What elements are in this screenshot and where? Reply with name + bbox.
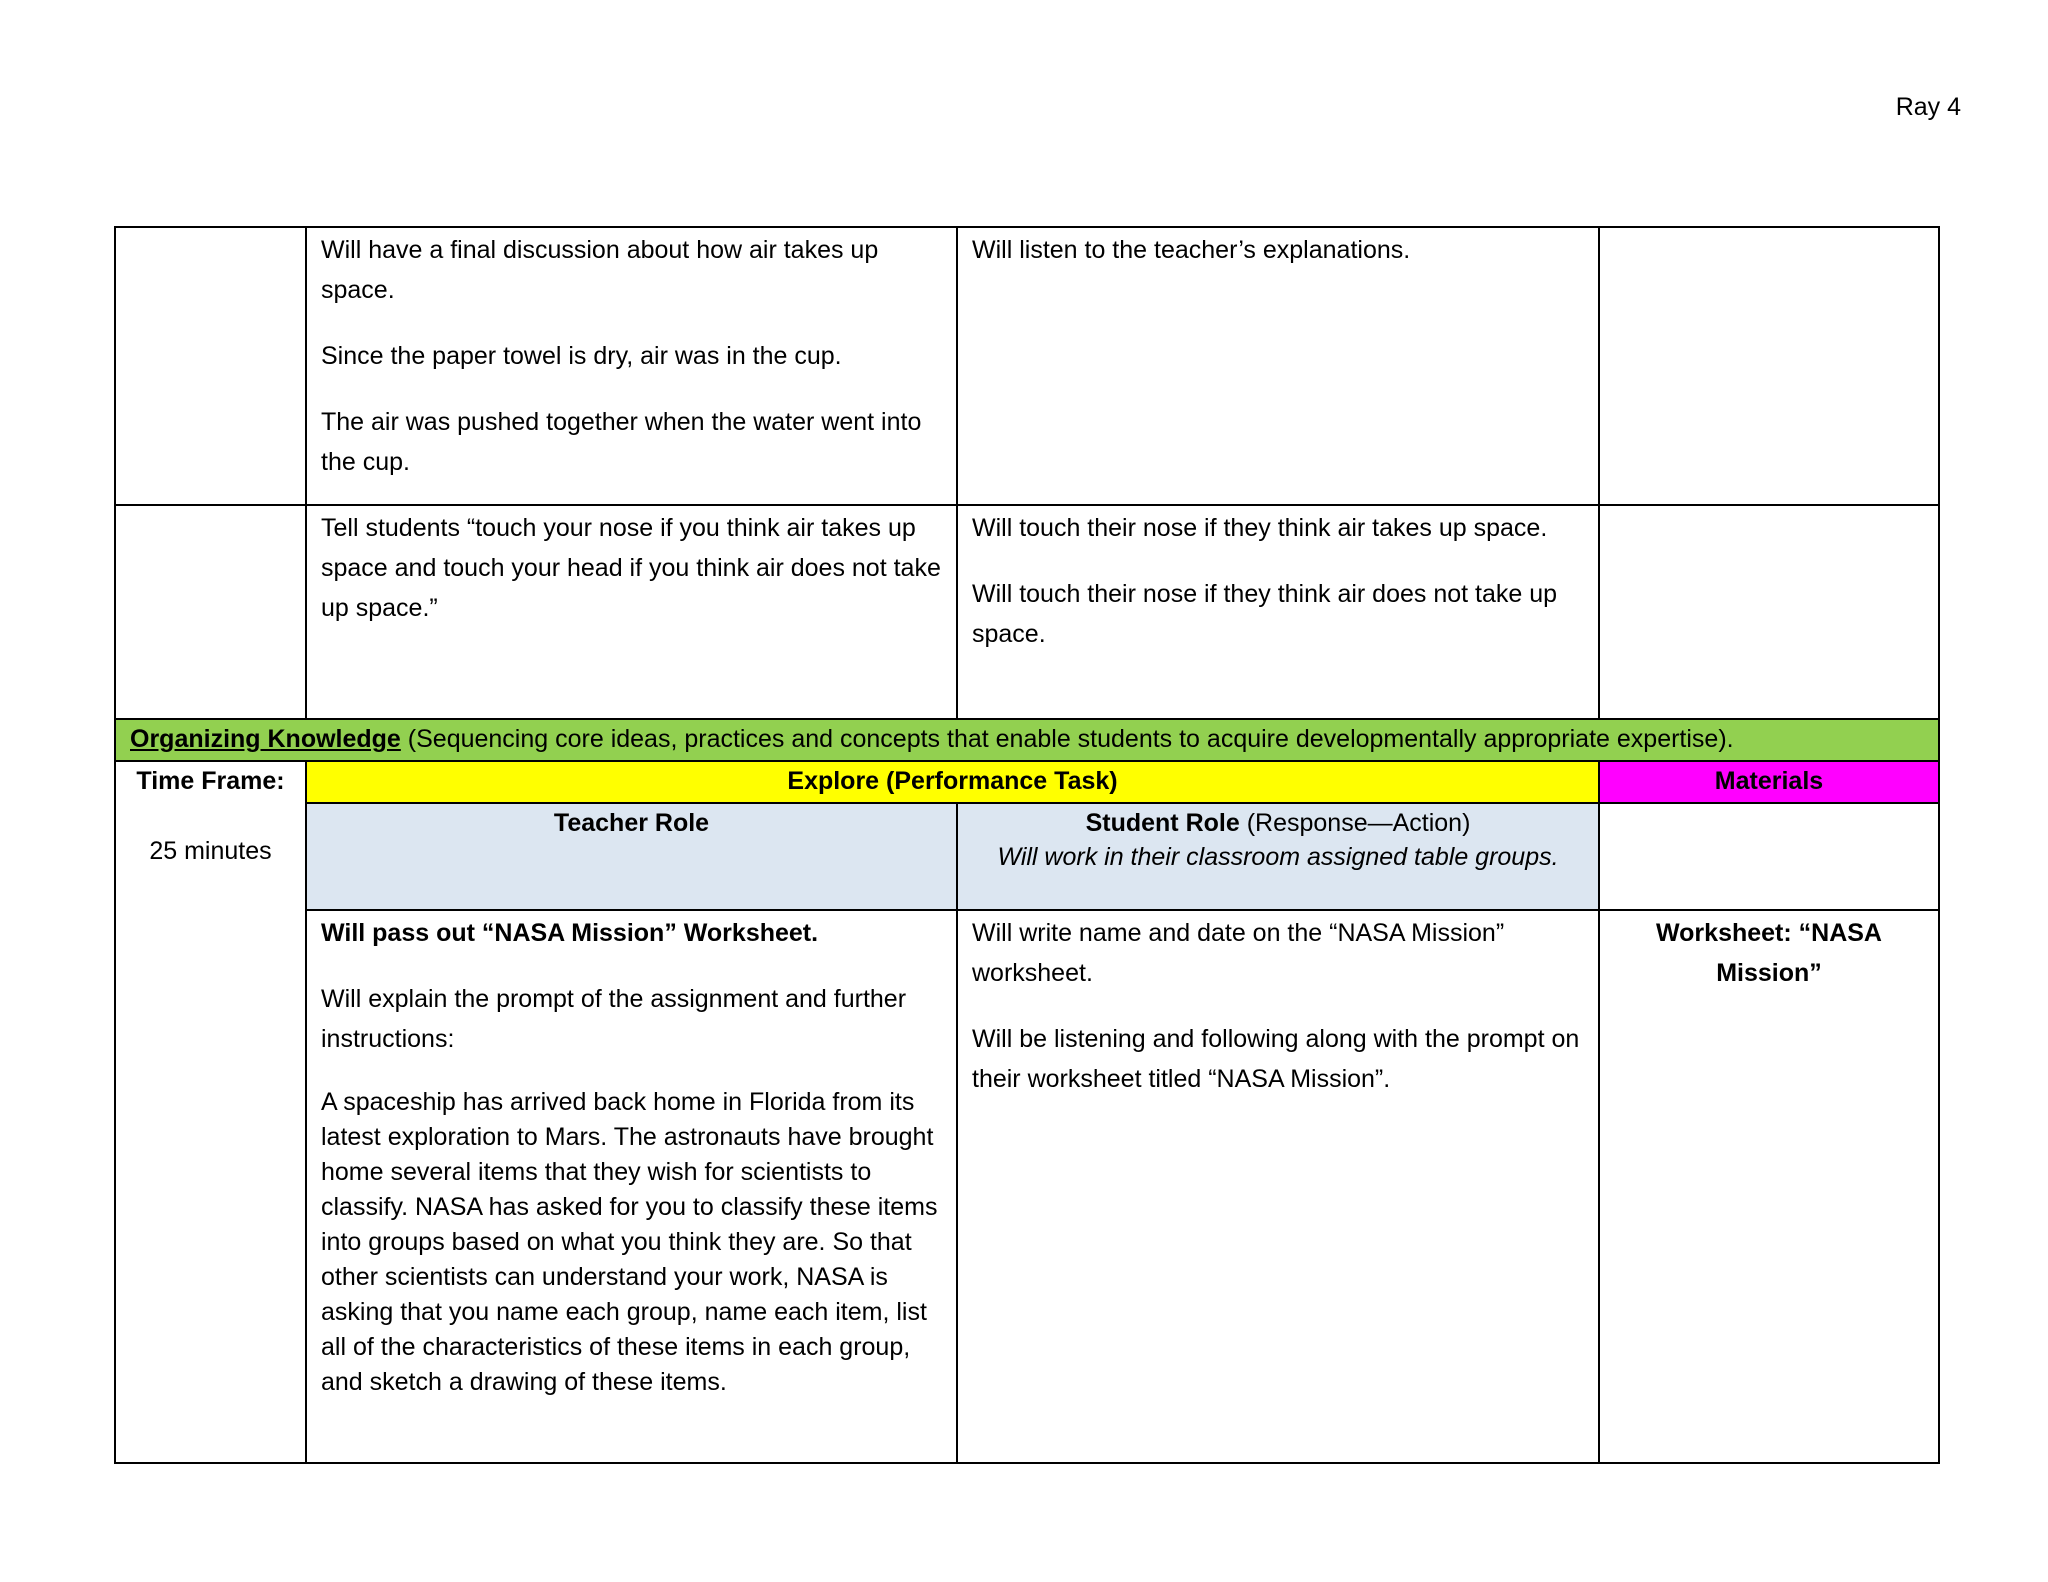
- materials-header: Materials: [1599, 761, 1939, 803]
- section-cell: [115, 719, 1939, 761]
- student-role-note: Will work in their classroom assigned table groups.: [997, 843, 1559, 871]
- table-row: [115, 505, 1939, 719]
- teacher-cell: [306, 910, 957, 1463]
- teacher-cell: [306, 505, 957, 719]
- student-role-suffix: (Response—Action): [1239, 809, 1471, 837]
- task-row: [115, 910, 1939, 1463]
- student-cell: [957, 227, 1599, 505]
- teacher-explain: Will explain the prompt of the assignment and further instructions:: [321, 985, 907, 1053]
- paragraph: Tell students “touch your nose if you think air takes up space and touch your head if you think air does not take up space.”: [321, 514, 941, 622]
- paragraph: Will touch their nose if they think air takes up space.: [972, 514, 1548, 542]
- materials-worksheet-text: Worksheet: “NASA Mission”: [1656, 919, 1882, 987]
- paragraph: Will touch their nose if they think air does not take up space.: [972, 580, 1558, 648]
- student-cell: [957, 910, 1599, 1463]
- paragraph: Since the paper towel is dry, air was in the cup.: [321, 342, 842, 370]
- paragraph: Will write name and date on the “NASA Mission” worksheet.: [972, 919, 1505, 987]
- section-title: Organizing Knowledge: [130, 725, 401, 753]
- section-description: (Sequencing core ideas, practices and concepts that enable students to acquire developmentally appropriate expertise).: [400, 725, 1734, 753]
- time-frame-cell: [115, 761, 306, 1463]
- lesson-plan-table: [114, 226, 1940, 1464]
- teacher-prompt: A spaceship has arrived back home in Florida from its latest exploration to Mars. The astronauts have brought home several items that they wish for scientists to classify. NASA has asked for you to classify these items into groups based on what you think they are. So that other scientists can understand your work, NASA is asking that you name each group, name each item, list all of the characteristics of these items in each group, and sketch a drawing of these items.: [321, 1088, 938, 1396]
- section-row: [115, 719, 1939, 761]
- paragraph: Will listen to the teacher’s explanations.: [972, 236, 1411, 264]
- role-header-row: [115, 803, 1939, 910]
- time-frame-value: 25 minutes: [149, 837, 272, 865]
- student-role-label: Student Role: [1085, 809, 1240, 837]
- table-row: [115, 227, 1939, 505]
- student-role-header: [957, 803, 1599, 910]
- paragraph: Will have a final discussion about how air takes up space.: [321, 236, 879, 304]
- paragraph: Will be listening and following along with the prompt on their worksheet titled “NASA Mission”.: [972, 1025, 1580, 1093]
- explore-header: Explore (Performance Task): [306, 761, 1599, 803]
- materials-cell: [1599, 227, 1939, 505]
- materials-cell: [1599, 803, 1939, 910]
- page-header: Ray 4: [1895, 93, 1961, 121]
- materials-cell: [1599, 505, 1939, 719]
- time-cell: [115, 227, 306, 505]
- teacher-bold-line: Will pass out “NASA Mission” Worksheet.: [321, 919, 819, 947]
- header-row: [115, 761, 1939, 803]
- time-frame-label: Time Frame:: [136, 767, 285, 795]
- paragraph: The air was pushed together when the water went into the cup.: [321, 408, 922, 476]
- time-cell: [115, 505, 306, 719]
- teacher-role-header: Teacher Role: [306, 803, 957, 910]
- materials-worksheet: [1599, 910, 1939, 1463]
- student-cell: [957, 505, 1599, 719]
- teacher-cell: [306, 227, 957, 505]
